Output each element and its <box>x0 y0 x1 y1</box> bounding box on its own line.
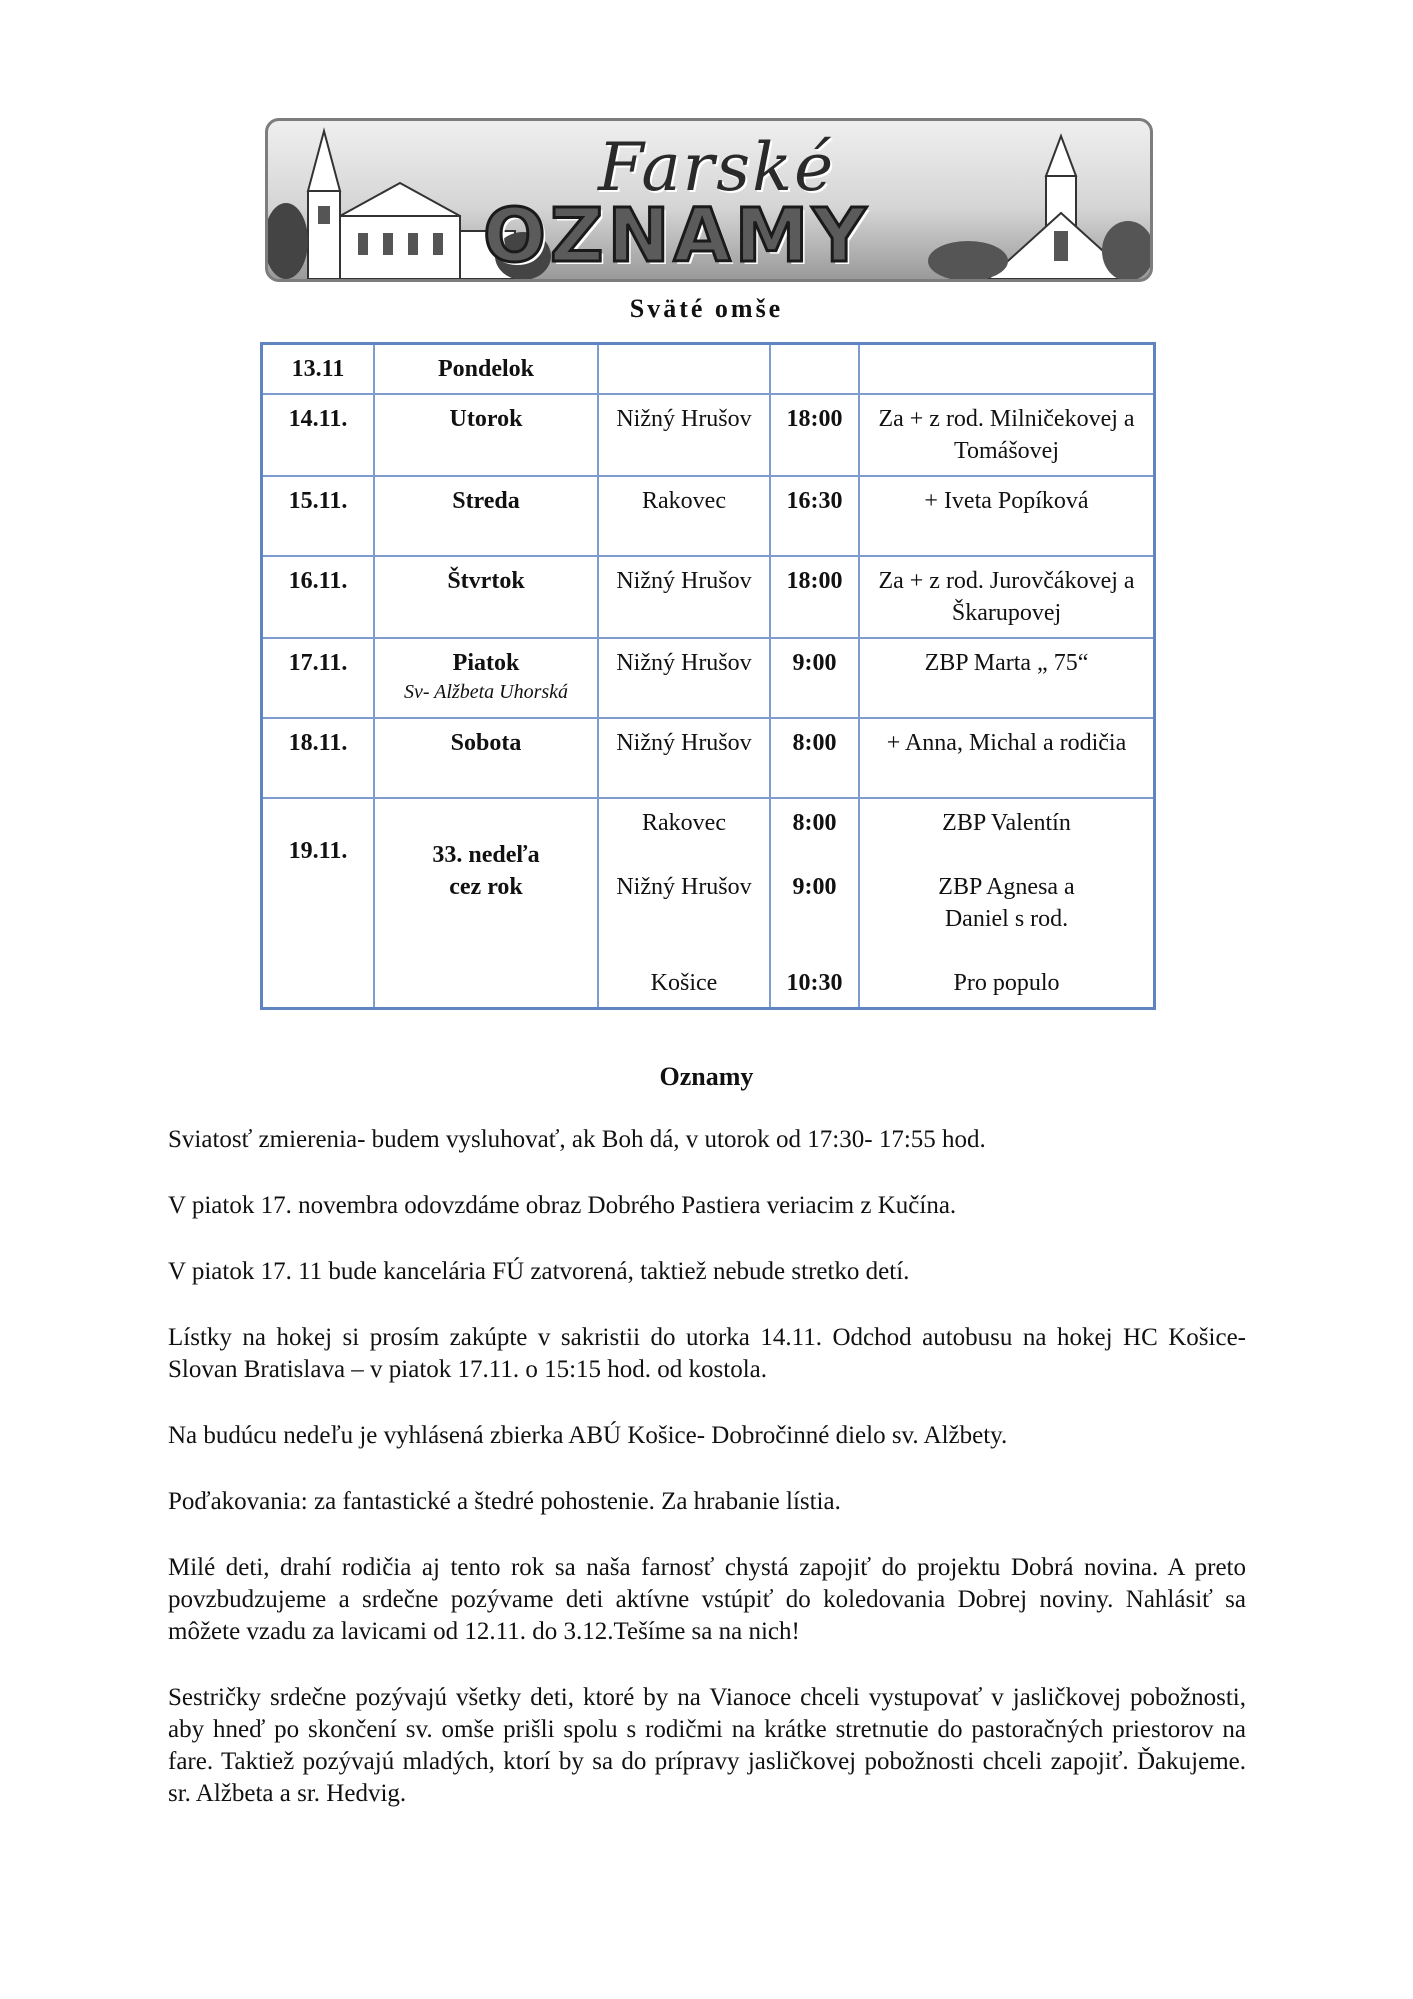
feast-note: Sv- Alžbeta Uhorská <box>403 681 569 703</box>
banner-main-title: OZNAMY <box>483 193 870 279</box>
banner-script-title: Farské <box>598 129 836 206</box>
mass-place: Nižný Hrušov <box>598 394 770 476</box>
mass-date: 19.11. <box>262 798 375 1009</box>
header-banner <box>265 118 1153 282</box>
mass-time-cell <box>770 798 859 1009</box>
announcements-title: Oznamy <box>659 1062 754 1091</box>
mass-intention: + Anna, Michal a rodičia <box>859 718 1155 798</box>
mass-place: Nižný Hrušov <box>598 638 770 718</box>
mass-intention: ZBP Agnesa a Daniel s rod. <box>938 874 1075 932</box>
mass-date: 15.11. <box>262 476 375 556</box>
table-row <box>262 638 1155 718</box>
mass-intention: Za + z rod. Jurovčákovej a Škarupovej <box>859 556 1155 638</box>
mass-place: Nižný Hrušov <box>598 718 770 798</box>
mass-place: Košice <box>650 970 718 996</box>
table-row <box>262 476 1155 556</box>
mass-intention: ZBP Valentín <box>942 810 1071 836</box>
mass-place: Nižný Hrušov <box>616 874 752 900</box>
masses-title: Sväté omše <box>629 294 784 323</box>
announcement: Lístky na hokej si prosím zakúpte v sakristii do utorka 14.11. Odchod autobusu na hokej HC Košice- Slovan Bratislava – v piatok 17.11. o 15:15 hod. od kostola. <box>168 1324 1246 1383</box>
mass-intention-cell <box>859 798 1155 1009</box>
table-row <box>262 798 1155 1009</box>
table-row <box>262 394 1155 476</box>
mass-day: Štvrtok <box>374 556 598 638</box>
announcement: Na budúcu nedeľu je vyhlásená zbierka ABÚ Košice- Dobročinné dielo sv. Alžbety. <box>168 1422 1008 1449</box>
mass-date: 14.11. <box>262 394 375 476</box>
mass-intention <box>859 344 1155 395</box>
mass-day: Streda <box>374 476 598 556</box>
mass-time: 8:00 <box>792 810 837 836</box>
mass-date: 18.11. <box>262 718 375 798</box>
table-row <box>262 718 1155 798</box>
mass-time: 10:30 <box>786 970 843 996</box>
mass-day-cell <box>374 638 598 718</box>
mass-day: Piatok <box>452 650 520 676</box>
mass-time <box>770 344 859 395</box>
announcement: Poďakovania: za fantastické a štedré pohostenie. Za hrabanie lístia. <box>168 1488 841 1515</box>
mass-date: 13.11 <box>262 344 375 395</box>
mass-intention: + Iveta Popíková <box>859 476 1155 556</box>
mass-place: Nižný Hrušov <box>598 556 770 638</box>
mass-day: Utorok <box>374 394 598 476</box>
mass-time: 18:00 <box>770 556 859 638</box>
mass-place: Rakovec <box>642 810 726 836</box>
mass-day: 33. nedeľa <box>432 842 540 868</box>
mass-place-cell <box>598 798 770 1009</box>
mass-time: 8:00 <box>770 718 859 798</box>
announcement: Milé deti, drahí rodičia aj tento rok sa naša farnosť chystá zapojiť do projektu Dobrá novina. A preto povzbudzujeme a srdečne pozývame deti aktívne vstúpiť do koledovania Dobrej noviny. Nahlásiť sa môžete vzadu za lavicami od 12.11. do 3.12.Tešíme sa na nich! <box>168 1554 1246 1645</box>
mass-time: 9:00 <box>770 638 859 718</box>
announcement: Sestričky srdečne pozývajú všetky deti, ktoré by na Vianoce chceli vystupovať v jasličkovej pobožnosti, aby hneď po skončení sv. omše prišli spolu s rodičmi na krátke stretnutie do pastoračných priestorov na fare. Taktiež pozývajú mladých, ktorí by sa do prípravy jasličkovej pobožnosti chceli zapojiť. Ďakujeme. sr. Alžbeta a sr. Hedvig. <box>168 1684 1246 1807</box>
mass-date: 17.11. <box>262 638 375 718</box>
announcement: Sviatosť zmierenia- budem vysluhovať, ak Boh dá, v utorok od 17:30- 17:55 hod. <box>168 1126 986 1153</box>
mass-intention: Za + z rod. Milničekovej a Tomášovej <box>859 394 1155 476</box>
mass-day-cell <box>374 798 598 1009</box>
mass-intention: ZBP Marta „ 75“ <box>859 638 1155 718</box>
mass-place: Rakovec <box>598 476 770 556</box>
mass-day: cez rok <box>449 874 523 900</box>
mass-day: Pondelok <box>374 344 598 395</box>
mass-place <box>598 344 770 395</box>
table-row <box>262 344 1155 395</box>
mass-time: 9:00 <box>792 874 837 900</box>
mass-intention: Pro populo <box>953 970 1060 996</box>
mass-day: Sobota <box>374 718 598 798</box>
announcement: V piatok 17. novembra odovzdáme obraz Dobrého Pastiera veriacim z Kučína. <box>168 1192 957 1219</box>
announcement: V piatok 17. 11 bude kancelária FÚ zatvorená, taktiež nebude stretko detí. <box>168 1258 910 1285</box>
mass-date: 16.11. <box>262 556 375 638</box>
mass-schedule-table <box>260 342 1156 1010</box>
table-row <box>262 556 1155 638</box>
mass-time: 16:30 <box>770 476 859 556</box>
mass-time: 18:00 <box>770 394 859 476</box>
